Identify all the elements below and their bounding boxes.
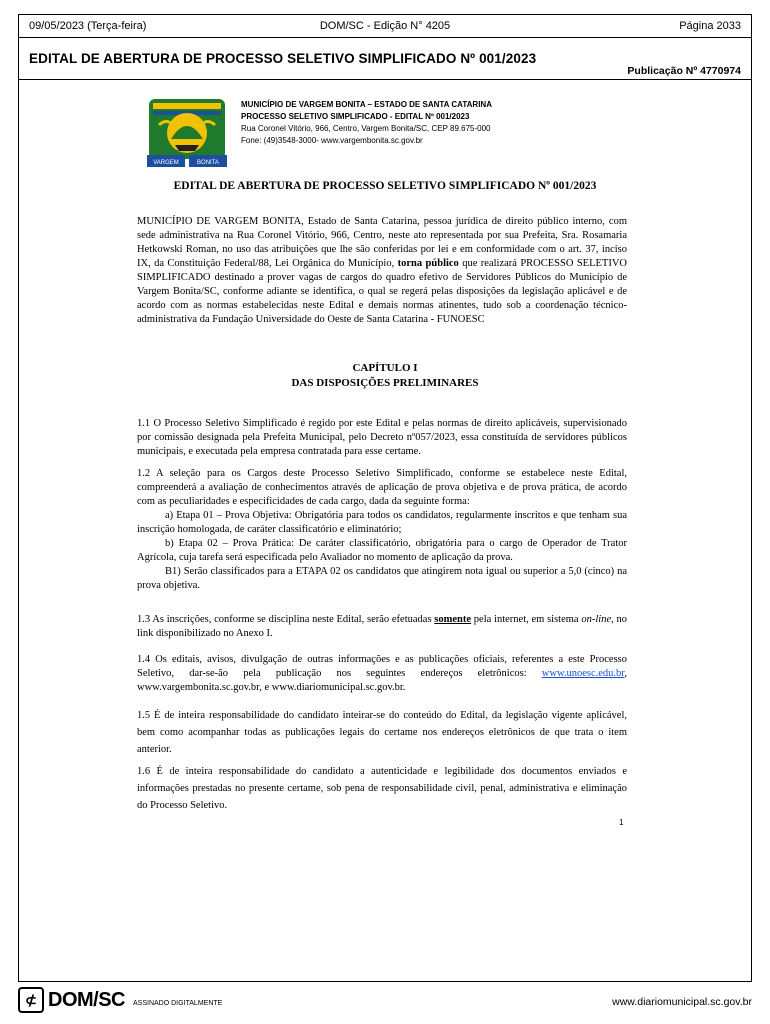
page-frame	[18, 14, 752, 982]
domsc-mark-icon: ⊄	[18, 987, 44, 1013]
intro-text-end: que realizará PROCESSO SELETIVO SIMPLIFICADO destinado a prover vagas de cargos do quadro efetivo de Servidores Públicos do Município de Vargem Bonita/SC, conforme adiante se identifica, o qual se regerá pelas disposições da legislação aplicável e de acordo com as normas estabelecidas neste Edital e demais normas atinentes, tudo sob a coordenação técnico-administrativa da Fundação Universidade do Oeste de Santa Catarina - FUNOESC	[137, 258, 627, 325]
chapter-number: CAPÍTULO I	[352, 362, 418, 374]
item-1-5: 1.5 É de inteira responsabilidade do candidato inteirar-se do conteúdo do Edital, da legislação vigente aplicável, bem como acompanhar todas as publicações legais do certame nos endereços eletrônicos de que trata o item anterior.	[137, 710, 627, 755]
item-1-3-text-start: 1.3 As inscrições, conforme se disciplina neste Edital, serão efetuadas	[137, 614, 435, 625]
item-1-1: 1.1 O Processo Seletivo Simplificado é regido por este Edital e pelas normas de direito aplicáveis, supervisionado por comissão designada pela Prefeita Municipal, pelo Decreto nº057/2023, essa constituída de servidores públicos municipais, e executada pela empresa contratada para esse certame.	[137, 418, 627, 457]
publication-number: Publicação Nº 4770974	[627, 65, 741, 77]
item-1-4-text-end: , www.vargembonita.sc.gov.br, e www.diariomunicipal.sc.gov.br.	[137, 668, 627, 693]
item-1-2-a: a) Etapa 01 – Prova Objetiva: Obrigatória para todos os candidatos, regularmente inscritos e que tenham sua inscrição homologada, de caráter classificatório e eliminatório;	[137, 510, 627, 535]
item-1-3	[137, 613, 627, 641]
header-date: 09/05/2023 (Terça-feira)	[29, 20, 147, 32]
unoesc-link[interactable]: www.unoesc.edu.br	[541, 668, 625, 679]
document-title: EDITAL DE ABERTURA DE PROCESSO SELETIVO SIMPLIFICADO Nº 001/2023	[173, 180, 597, 192]
footer-url[interactable]: www.diariomunicipal.sc.gov.br	[612, 996, 752, 1008]
digital-signature-label: ASSINADO DIGITALMENTE	[133, 999, 223, 1007]
header-page: Página 2033	[679, 20, 741, 32]
domsc-name: DOM/SC	[48, 988, 125, 1011]
item-1-6: 1.6 É de inteira responsabilidade do candidato a autenticidade e legibilidade dos documentos enviados e informações prestadas no presente certame, sob pena de responsabilidade civil, penal, administrativa e eliminação do Processo Seletivo.	[137, 766, 627, 811]
item-1-3-text-mid: pela internet, em sistema	[471, 614, 582, 625]
document-page-number: 1	[619, 818, 624, 827]
item-1-2-b: b) Etapa 02 – Prova Prática: De caráter classificatório, obrigatória para o cargo de Operador de Trator Agrícola, cuja tarefa será especificada pelo Avaliador no momento de aplicação da prova.	[137, 538, 627, 563]
chapter-name: DAS DISPOSIÇÕES PRELIMINARES	[291, 377, 479, 389]
letterhead-info	[241, 99, 492, 147]
item-1-3-underlined: somente	[434, 614, 472, 625]
letterhead-address: Rua Coronel Vitório, 966, Centro, Vargem Bonita/SC, CEP 89.675-000	[241, 124, 491, 133]
chapter-heading	[19, 361, 751, 391]
header-edition: DOM/SC - Edição N° 4205	[319, 20, 451, 32]
title-divider	[19, 79, 751, 80]
letterhead-phone: Fone: (49)3548-3000- www.vargembonita.sc.gov.br	[241, 136, 423, 145]
intro-bold-phrase: torna público	[397, 258, 459, 269]
item-1-2-b1: B1) Serão classificados para a ETAPA 02 os candidatos que atingirem nota igual ou superior a 5,0 (cinco) na prova objetiva.	[137, 566, 627, 591]
page-header-bar	[19, 15, 751, 38]
item-1-4-text-start: 1.4 Os editais, avisos, divulgação de outras informações e as publicações oficiais, referentes a este Processo Seletivo, dar-se-ão pela publicação nos seguintes endereços eletrônicos:	[137, 654, 627, 679]
letterhead-process: PROCESSO SELETIVO SIMPLIFICADO - EDITAL Nº 001/2023	[241, 112, 470, 121]
item-1-3-text-end: , no link disponibilizado no Anexo I.	[137, 614, 627, 639]
municipal-crest-logo	[141, 95, 233, 173]
crest-label-left: VARGEM	[153, 160, 179, 166]
intro-paragraph	[137, 215, 627, 327]
item-1-3-italic: on-line	[581, 614, 612, 625]
publication-title: EDITAL DE ABERTURA DE PROCESSO SELETIVO SIMPLIFICADO Nº 001/2023	[29, 51, 537, 66]
crest-label-right: BONITA	[197, 160, 219, 166]
item-1-2: 1.2 A seleção para os Cargos deste Processo Seletivo Simplificado, conforme se estabelece neste Edital, compreenderá a avaliação de conhecimentos através de aplicação de prova objetiva e de prova prática, de acordo com as peculiaridades e especificidades de cada cargo, dada da seguinte forma:	[137, 468, 627, 507]
domsc-logo	[18, 987, 222, 1013]
item-1-4	[137, 653, 627, 695]
letterhead-municipality: MUNICÍPIO DE VARGEM BONITA – ESTADO DE SANTA CATARINA	[241, 100, 492, 109]
intro-text-start: MUNICÍPIO DE VARGEM BONITA, Estado de Santa Catarina, pessoa jurídica de direito público interno, com sede administrativa na Rua Coronel Vitório, 966, Centro, neste ato representada por sua Prefeita, Sra. Rosamaria Hetkowski Roman, no uso das atribuições que lhe são conferidas por lei e em conformidade com o art. 37, inciso IX, da Constituição Federal/88, Lei Orgânica do Município,	[137, 216, 627, 269]
